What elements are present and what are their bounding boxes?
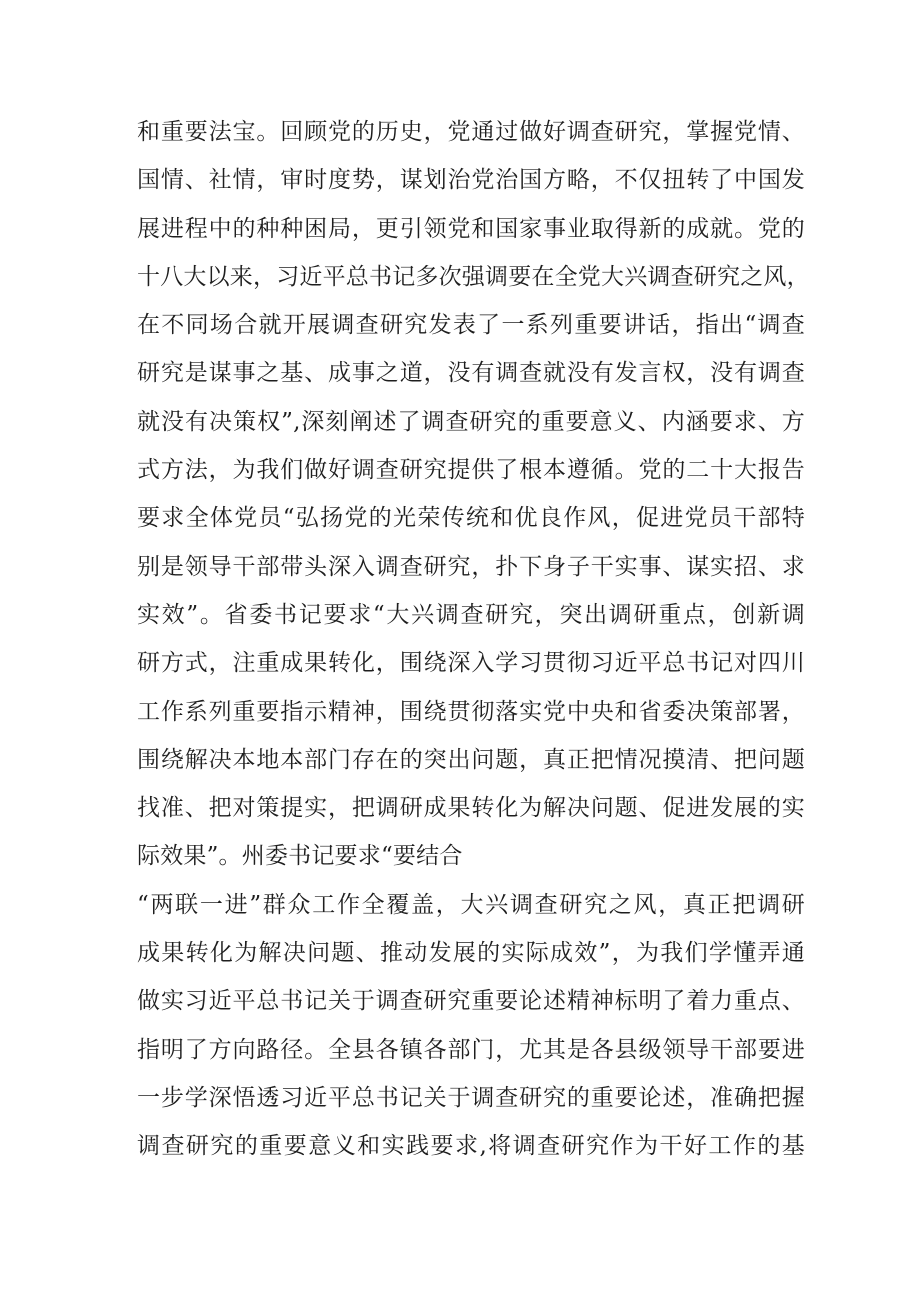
- text-line-7: 就没有决策权”,深刻阐述了调查研究的重要意义、内涵要求、方: [137, 408, 805, 435]
- text-line-13: 工作系列重要指示精神，围绕贯彻落实党中央和省委决策部署，: [137, 698, 805, 725]
- text-line-3: 展进程中的种种困局，更引领党和国家事业取得新的成就。党的: [137, 215, 805, 242]
- text-line-6: 研究是谋事之基、成事之道，没有调查就没有发言权，没有调查: [137, 360, 805, 387]
- text-line-14: 围绕解决本地本部门存在的突出问题，真正把情况摸清、把问题: [137, 746, 805, 773]
- text-line-2: 国情、社情，审时度势，谋划治党治国方略，不仅扭转了中国发: [137, 167, 805, 194]
- text-line-15: 找准、把对策提实，把调研成果转化为解决问题、促进发展的实: [137, 795, 805, 822]
- text-line-8: 式方法，为我们做好调查研究提供了根本遵循。党的二十大报告: [137, 457, 805, 484]
- text-line-9: 要求全体党员“弘扬党的光荣传统和优良作风，促进党员干部特: [137, 505, 805, 532]
- text-line-18: 成果转化为解决问题、推动发展的实际成效”，为我们学懂弄通: [137, 940, 805, 967]
- text-line-5: 在不同场合就开展调查研究发表了一系列重要讲话，指出“调查: [137, 312, 805, 339]
- text-line-17: “两联一进”群众工作全覆盖，大兴调查研究之风，真正把调研: [137, 891, 805, 918]
- text-line-12: 研方式，注重成果转化，围绕深入学习贯彻习近平总书记对四川: [137, 650, 805, 677]
- text-line-4: 十八大以来，习近平总书记多次强调要在全党大兴调查研究之风，: [137, 263, 810, 290]
- text-line-20: 指明了方向路径。全县各镇各部门，尤其是各县级领导干部要进: [137, 1036, 805, 1063]
- text-line-10: 别是领导干部带头深入调查研究，扑下身子干实事、谋实招、求: [137, 553, 805, 580]
- body-text: [137, 108, 810, 1171]
- text-line-22: 调查研究的重要意义和实践要求,将调查研究作为干好工作的基: [137, 1133, 805, 1160]
- text-line-1: 和重要法宝。回顾党的历史，党通过做好调查研究，掌握党情、: [137, 119, 805, 145]
- text-line-11: 实效”。省委书记要求“大兴调查研究，突出调研重点，创新调: [137, 601, 805, 628]
- text-line-21: 一步学深悟透习近平总书记关于调查研究的重要论述，准确把握: [137, 1084, 805, 1111]
- text-line-19: 做实习近平总书记关于调查研究重要论述精神标明了着力重点、: [137, 988, 805, 1015]
- text-line-16: 际效果”。州委书记要求“要结合: [137, 843, 463, 870]
